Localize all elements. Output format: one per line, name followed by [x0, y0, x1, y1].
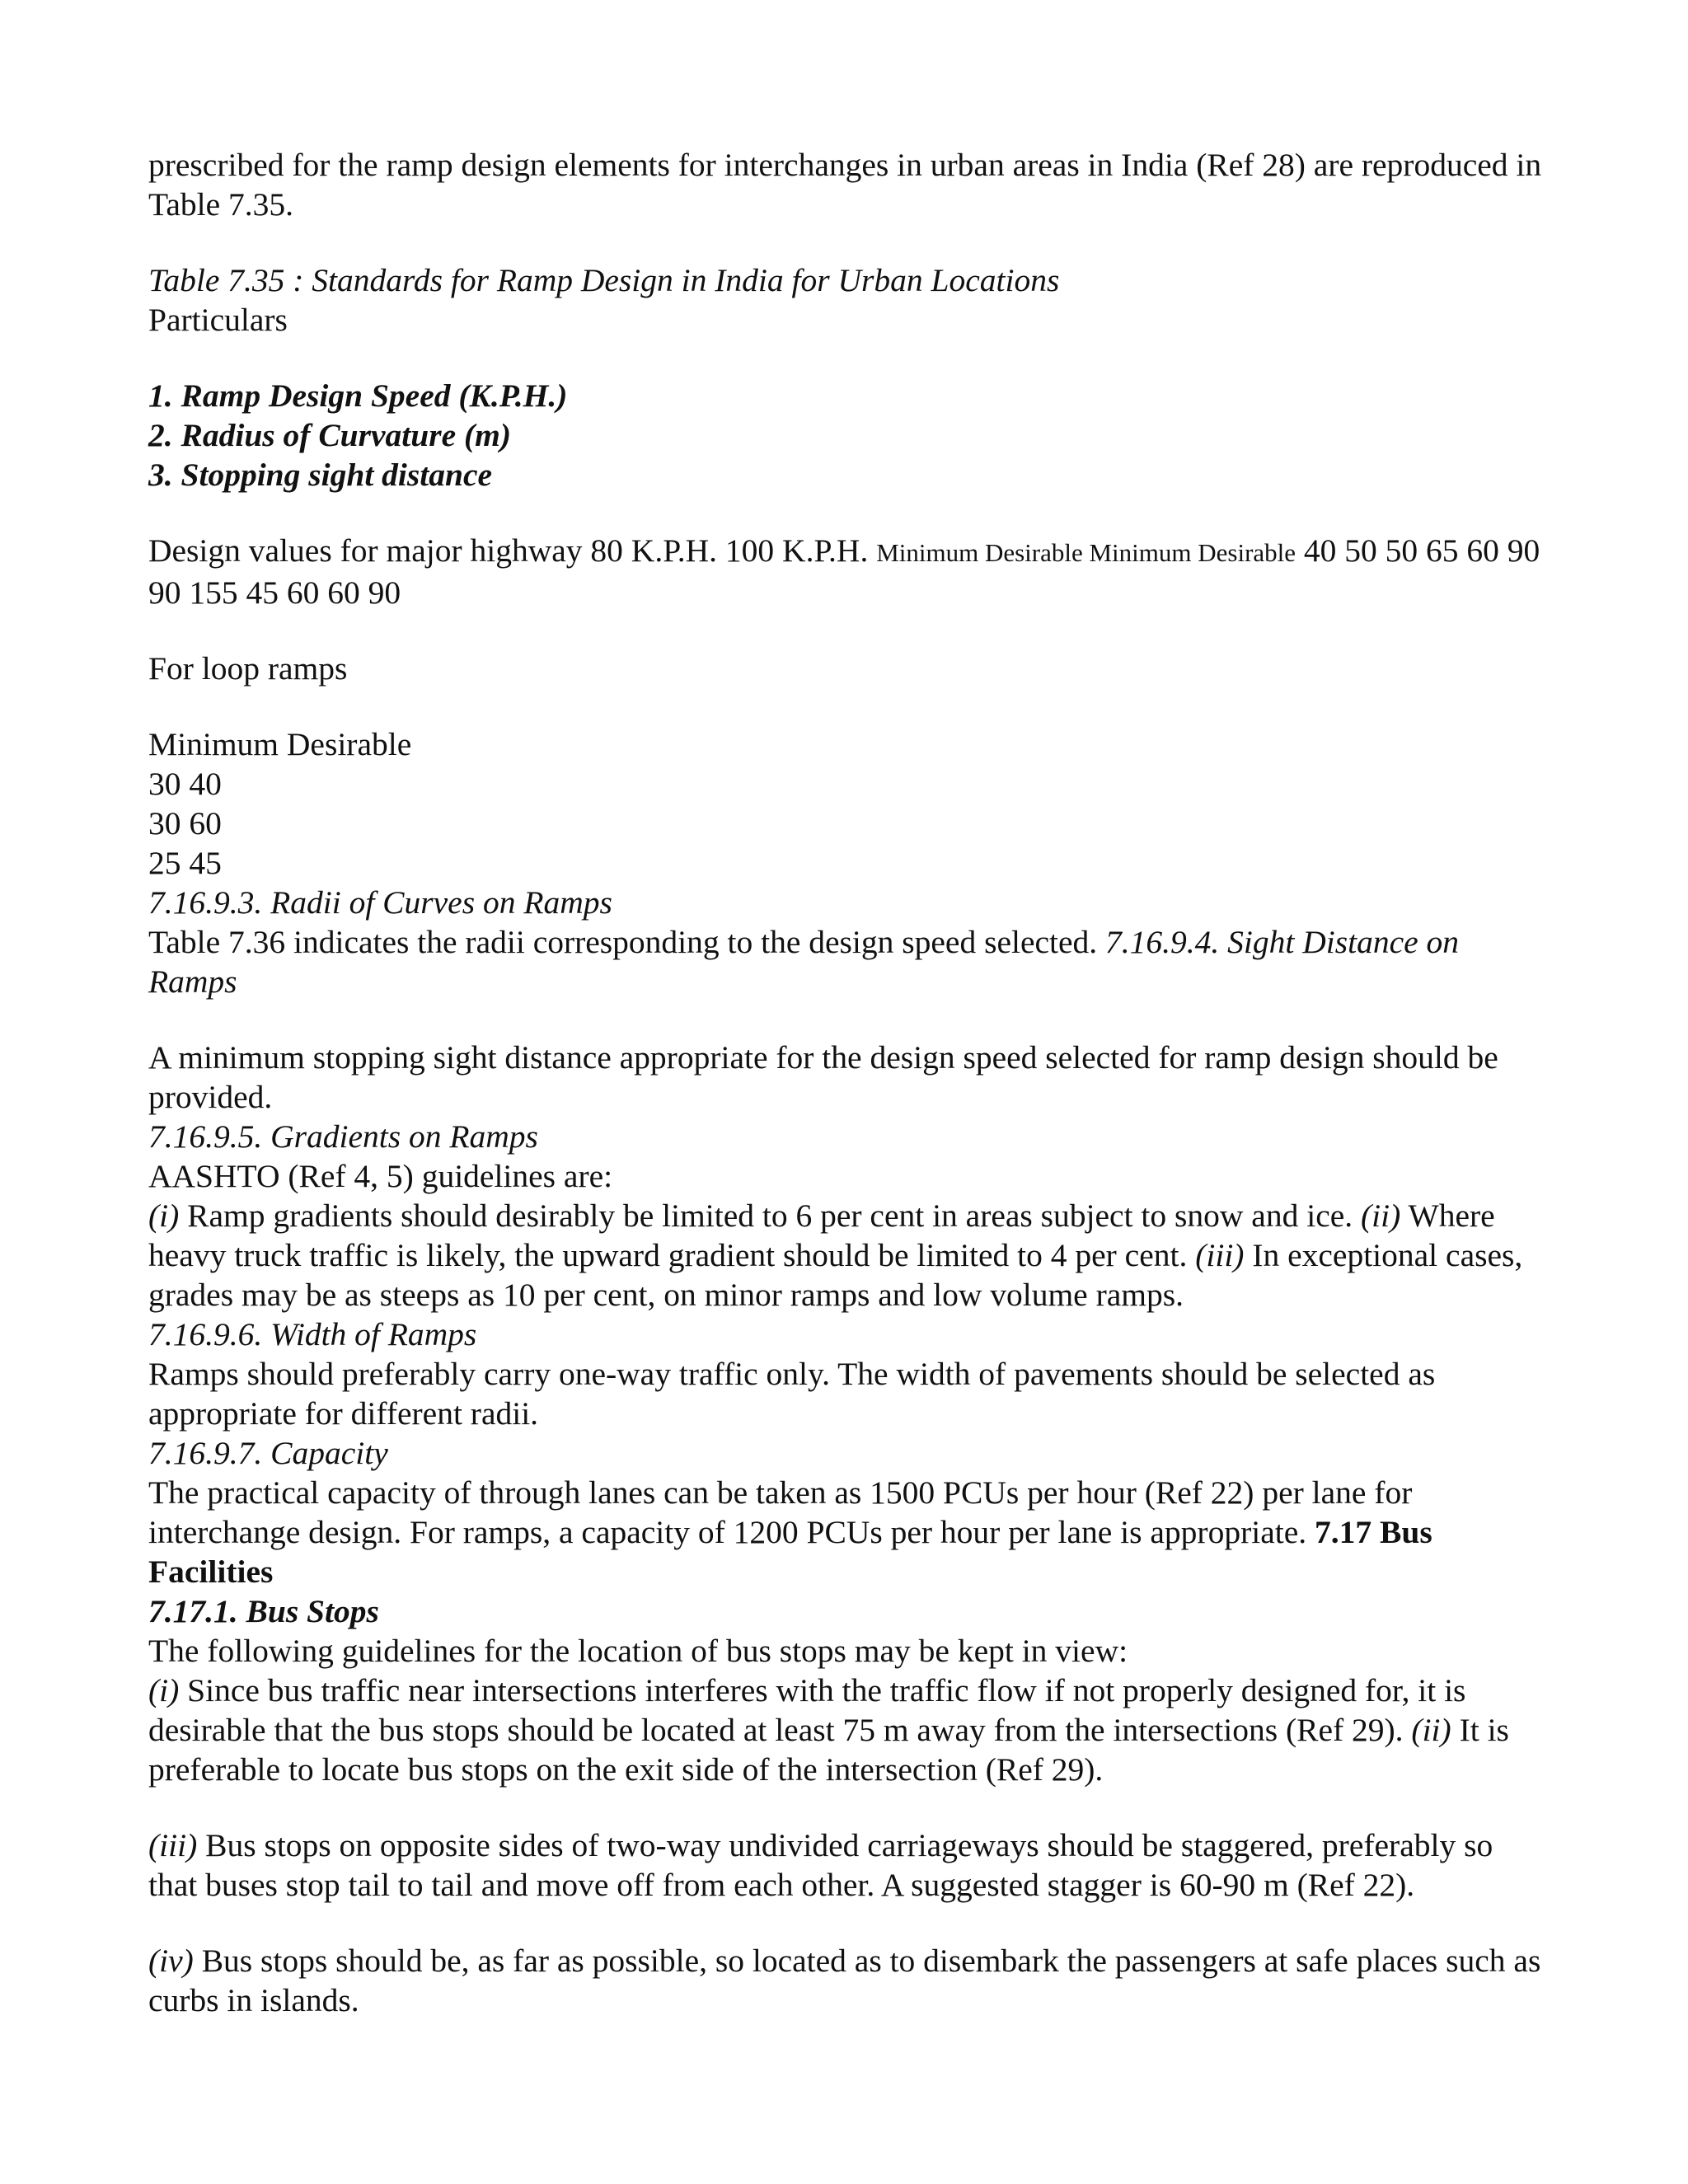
gradient-item: Ramp gradients should desirably be limited to 6 per cent in areas subject to snow and ice.	[179, 1197, 1362, 1234]
list-marker: (iii)	[148, 1827, 198, 1863]
table-items	[148, 376, 1550, 494]
bus-stop-item: Bus stops on opposite sides of two-way undivided carriageways should be staggered, preferably so that buses stop tail to tail and move off from each other. A suggested stagger is 60-90 m (Ref 22).	[148, 1827, 1493, 1903]
capacity-text: The practical capacity of through lanes can be taken as 1500 PCUs per hour (Ref 22) per lane for interchange design. For ramps, a capacity of 1200 PCUs per hour per lane is appropriate.	[148, 1474, 1413, 1550]
list-marker: (iv)	[148, 1943, 194, 1979]
table-item: 3. Stopping sight distance	[148, 457, 493, 493]
design-values-tail: 40 50 50 65 60 90 90 155 45 60 60 90	[148, 532, 1540, 611]
bus-stops-paragraph-2	[148, 1825, 1550, 1905]
document-page	[148, 145, 1550, 2020]
loop-row: 30 40	[148, 766, 222, 802]
loop-ramps-label: For loop ramps	[148, 650, 348, 687]
intro-paragraph: prescribed for the ramp design elements for interchanges in urban areas in India (Ref 28) are reproduced in Table 7.35.	[148, 147, 1542, 223]
list-marker: (i)	[148, 1672, 180, 1708]
section-heading-7-17-1: 7.17.1. Bus Stops	[148, 1593, 379, 1629]
table-item: 1. Ramp Design Speed (K.P.H.)	[148, 377, 568, 414]
loop-ramps-block	[148, 724, 1550, 1001]
design-values-small: Minimum Desirable Minimum Desirable	[876, 538, 1296, 567]
paragraph-7-16-9-4: A minimum stopping sight distance appropriate for the design speed selected for ramp design should be provided.	[148, 1039, 1498, 1115]
gradient-item: Where heavy truck traffic is likely, the upward gradient should be limited to 4 per cent.	[148, 1197, 1495, 1273]
paragraph-7-16-9-6: Ramps should preferably carry one-way traffic only. The width of pavements should be selected as appropriate for different radii.	[148, 1356, 1436, 1432]
section-heading-7-16-9-6: 7.16.9.6. Width of Ramps	[148, 1316, 477, 1352]
gradient-item: In exceptional cases, grades may be as steeps as 10 per cent, on minor ramps and low volume ramps.	[148, 1237, 1523, 1313]
block-sight-distance	[148, 1038, 1550, 1789]
paragraph-7-16-9-3	[148, 922, 1550, 1001]
table-item: 2. Radius of Curvature (m)	[148, 417, 512, 453]
bus-stops-paragraph-3	[148, 1941, 1550, 2020]
gradients-paragraph	[148, 1196, 1550, 1315]
bus-stops-paragraph-1	[148, 1671, 1550, 1789]
section-heading-7-16-9-7: 7.16.9.7. Capacity	[148, 1435, 388, 1471]
list-marker: (ii)	[1361, 1197, 1401, 1234]
bus-stop-item: It is preferable to locate bus stops on the exit side of the intersection (Ref 29).	[148, 1712, 1509, 1788]
section-heading-7-17: 7.17 Bus Facilities	[148, 1514, 1432, 1590]
table-particulars-label: Particulars	[148, 302, 288, 338]
design-values-lead: Design values for major highway 80 K.P.H. 100 K.P.H.	[148, 532, 869, 569]
section-heading-7-16-9-5: 7.16.9.5. Gradients on Ramps	[148, 1118, 538, 1155]
design-values-paragraph	[148, 531, 1550, 612]
section-heading-7-16-9-3: 7.16.9.3. Radii of Curves on Ramps	[148, 884, 612, 921]
list-marker: (iii)	[1195, 1237, 1245, 1273]
aashto-lead: AASHTO (Ref 4, 5) guidelines are:	[148, 1158, 613, 1194]
list-marker: (i)	[148, 1197, 180, 1234]
bus-stop-item: Bus stops should be, as far as possible, so located as to disembark the passengers at safe places such as curbs in islands.	[148, 1943, 1541, 2018]
bus-stop-item: Since bus traffic near intersections interferes with the traffic flow if not properly designed for, it is desirable that the bus stops should be located at least 75 m away from the intersections (Ref 29).	[148, 1672, 1466, 1748]
bus-stops-lead: The following guidelines for the location of bus stops may be kept in view:	[148, 1633, 1128, 1669]
radii-text: Table 7.36 indicates the radii corresponding to the design speed selected.	[148, 924, 1106, 960]
loop-header: Minimum Desirable	[148, 726, 412, 762]
loop-row: 30 60	[148, 805, 222, 841]
table-caption: Table 7.35 : Standards for Ramp Design in India for Urban Locations	[148, 262, 1060, 298]
list-marker: (ii)	[1411, 1712, 1451, 1748]
loop-row: 25 45	[148, 845, 222, 881]
section-heading-7-16-9-4: 7.16.9.4. Sight Distance on Ramps	[148, 924, 1460, 1000]
paragraph-7-16-9-7	[148, 1473, 1550, 1591]
